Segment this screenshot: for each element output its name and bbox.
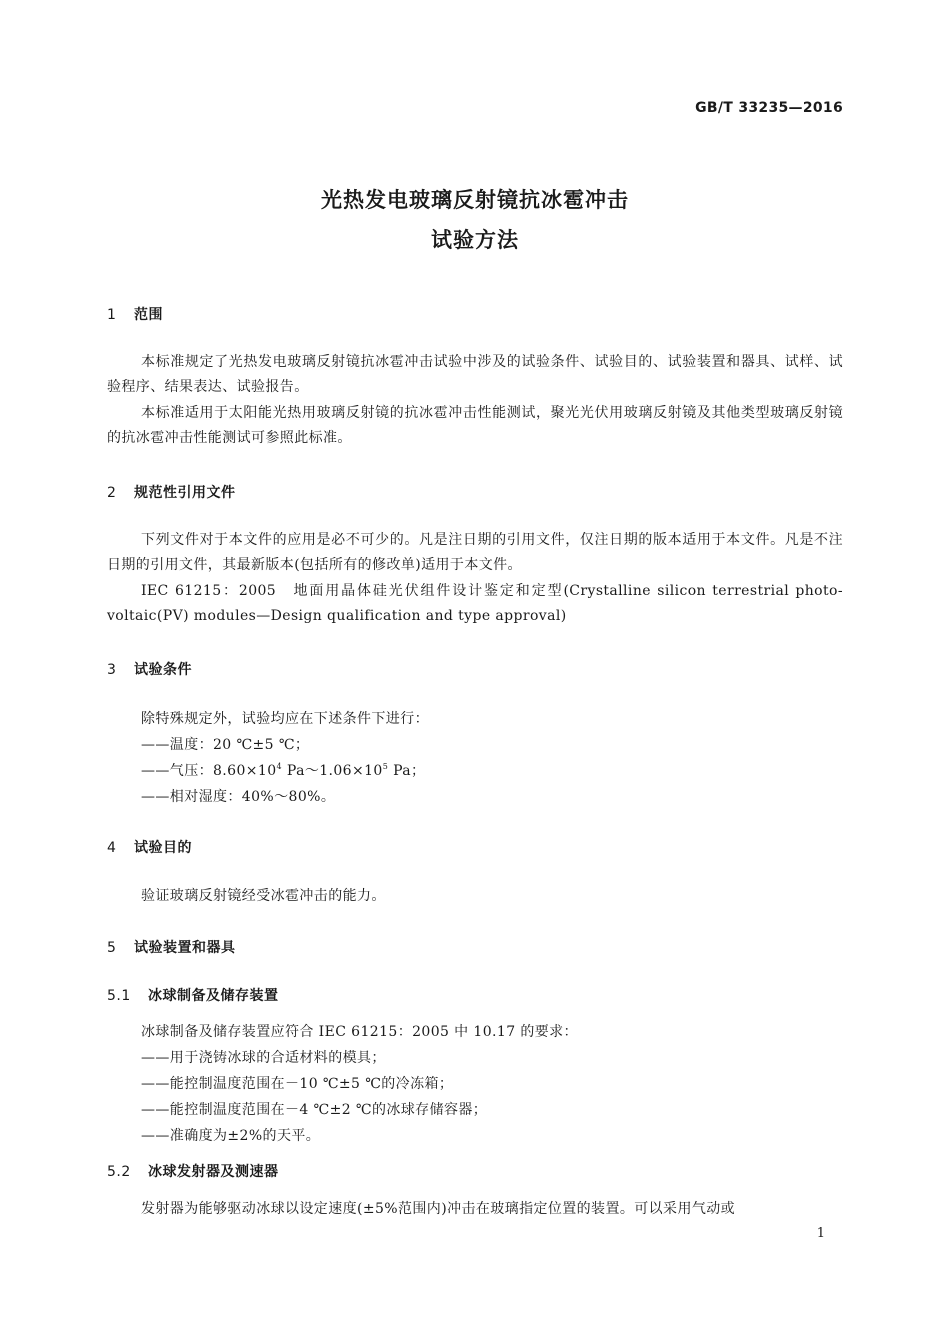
section-title: 试验目的 bbox=[134, 840, 192, 856]
section-4-heading bbox=[107, 837, 192, 857]
section-5-1-intro: 冰球制备及储存装置应符合 IEC 61215：2005 中 10.17 的要求： bbox=[141, 1024, 578, 1040]
condition-humidity: ——相对湿度：40%～80%。 bbox=[141, 789, 336, 805]
equipment-item-balance: ——准确度为±2%的天平。 bbox=[141, 1128, 321, 1144]
section-1-paragraph-2: 本标准适用于太阳能光热用玻璃反射镜的抗冰雹冲击性能测试，聚光光伏用玻璃反射镜及其他类型玻璃反射镜的抗冰雹冲击性能测试可参照此标准。 bbox=[107, 405, 843, 446]
section-number: 3 bbox=[107, 662, 117, 678]
document-title-line1: 光热发电玻璃反射镜抗冰雹冲击 bbox=[321, 188, 629, 212]
document-title-line2: 试验方法 bbox=[431, 228, 519, 252]
section-number: 5 bbox=[107, 940, 117, 956]
section-title: 冰球发射器及测速器 bbox=[148, 1164, 279, 1180]
condition-pressure bbox=[141, 760, 425, 780]
section-number: 5.2 bbox=[107, 1164, 131, 1180]
section-title: 试验条件 bbox=[134, 662, 192, 678]
pressure-part-a: ——气压：8.60×10 bbox=[141, 763, 277, 779]
section-2-heading bbox=[107, 482, 236, 502]
section-2-paragraph-1: 下列文件对于本文件的应用是必不可少的。凡是注日期的引用文件，仅注日期的版本适用于本文件。凡是不注日期的引用文件，其最新版本(包括所有的修改单)适用于本文件。 bbox=[107, 532, 843, 573]
section-3-heading bbox=[107, 659, 192, 679]
pressure-part-b: Pa～1.06×10 bbox=[282, 763, 383, 779]
section-1-heading bbox=[107, 304, 163, 324]
section-5-1-heading bbox=[107, 985, 279, 1005]
section-number: 2 bbox=[107, 485, 117, 501]
equipment-item-storage: ——能控制温度范围在－4 ℃±2 ℃的冰球存储容器； bbox=[141, 1102, 488, 1118]
section-number: 1 bbox=[107, 307, 117, 323]
section-title: 试验装置和器具 bbox=[134, 940, 236, 956]
section-title: 范围 bbox=[134, 307, 163, 323]
equipment-item-mold: ——用于浇铸冰球的合适材料的模具； bbox=[141, 1050, 386, 1066]
equipment-item-freezer: ——能控制温度范围在－10 ℃±5 ℃的冷冻箱； bbox=[141, 1076, 454, 1092]
section-title: 冰球制备及储存装置 bbox=[148, 988, 279, 1004]
section-number: 4 bbox=[107, 840, 117, 856]
section-5-heading bbox=[107, 937, 236, 957]
condition-temperature: ——温度：20 ℃±5 ℃； bbox=[141, 737, 310, 753]
pressure-exponent-2: 5 bbox=[382, 762, 389, 771]
section-number: 5.1 bbox=[107, 988, 131, 1004]
pressure-part-c: Pa； bbox=[388, 763, 426, 779]
section-title: 规范性引用文件 bbox=[134, 485, 236, 501]
section-3-intro: 除特殊规定外，试验均应在下述条件下进行： bbox=[141, 711, 429, 727]
pressure-exponent-1: 4 bbox=[276, 762, 283, 771]
page-number: 1 bbox=[816, 1226, 825, 1241]
section-5-2-heading bbox=[107, 1161, 279, 1181]
section-2-reference: IEC 61215：2005 地面用晶体硅光伏组件设计鉴定和定型(Crystalline silicon terrestrial photo-voltaic(PV) modules—Design qualification and type approval) bbox=[107, 583, 843, 624]
section-1-paragraph-1: 本标准规定了光热发电玻璃反射镜抗冰雹冲击试验中涉及的试验条件、试验目的、试验装置和器具、试样、试验程序、结果表达、试验报告。 bbox=[107, 354, 843, 395]
section-5-2-paragraph: 发射器为能够驱动冰球以设定速度(±5%范围内)冲击在玻璃指定位置的装置。可以采用气动或 bbox=[141, 1201, 736, 1217]
standard-code: GB/T 33235—2016 bbox=[695, 100, 843, 116]
section-4-paragraph: 验证玻璃反射镜经受冰雹冲击的能力。 bbox=[141, 888, 386, 904]
